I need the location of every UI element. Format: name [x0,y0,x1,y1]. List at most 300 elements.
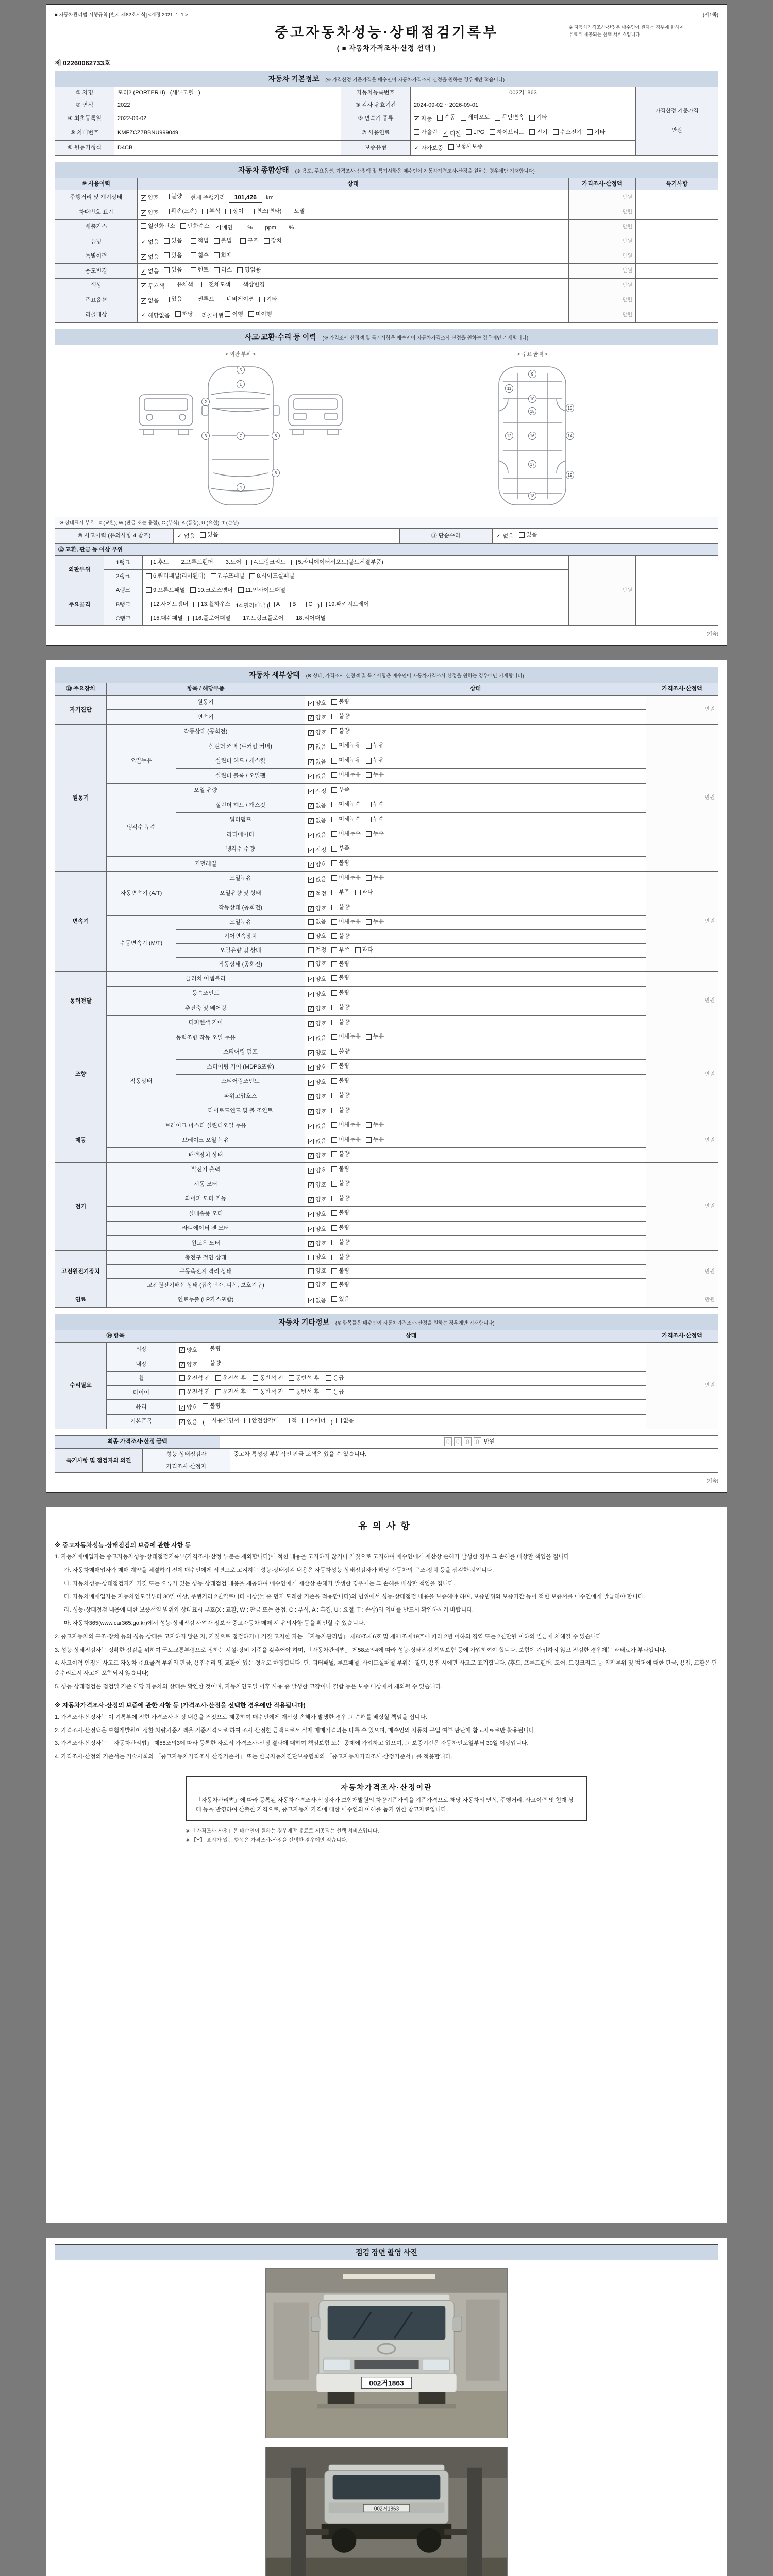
checkbox-있음[interactable] [331,1295,349,1304]
checkbox-box[interactable] [331,1005,337,1010]
checkbox-12.사이드멤버[interactable] [146,600,188,609]
checkbox-17.트렁크플로어[interactable] [236,614,283,623]
checkbox-불량[interactable] [331,1018,349,1027]
checkbox-불량[interactable] [203,1345,221,1353]
checkbox-양호[interactable] [308,1267,326,1276]
checkbox-box[interactable]: ✓ [309,1226,313,1232]
checkbox-C[interactable] [301,600,312,609]
checkbox-없음[interactable] [141,297,159,306]
checkbox-box[interactable] [180,223,186,229]
checkbox-미세누유[interactable] [331,918,361,926]
checkbox-box[interactable] [331,787,337,793]
checkbox-box[interactable] [331,990,337,996]
checkbox-box[interactable] [331,905,337,910]
checkbox-box[interactable] [146,587,152,593]
checkbox-box[interactable] [519,532,525,538]
checkbox-없음[interactable] [496,532,514,541]
checkbox-box[interactable] [331,919,337,925]
checkbox-불량[interactable] [331,1165,349,1174]
checkbox-box[interactable] [179,1389,185,1395]
checkbox-응급[interactable] [326,1388,344,1397]
checkbox-box[interactable] [355,890,361,895]
checkbox-box[interactable] [331,846,337,852]
checkbox-box[interactable] [331,1020,337,1025]
checkbox-누유[interactable] [366,771,384,779]
checkbox-미세누수[interactable] [331,829,361,838]
checkbox-8.사이드실패널[interactable] [249,572,294,581]
checkbox-영업용[interactable] [237,266,261,275]
checkbox-box[interactable] [190,587,196,593]
checkbox-10.크로스멤버[interactable] [190,586,232,595]
checkbox-양호[interactable] [308,1020,326,1028]
checkbox-양호[interactable] [308,1225,326,1234]
checkbox-box[interactable]: ✓ [309,847,313,853]
checkbox-적정[interactable] [308,846,326,855]
checkbox-없음[interactable] [308,1122,326,1131]
checkbox-있음[interactable] [200,531,218,539]
checkbox-과다[interactable] [355,946,373,955]
checkbox-세미오토[interactable] [461,113,490,122]
checkbox-box[interactable] [164,194,170,199]
checkbox-없음[interactable] [308,875,326,884]
checkbox-box[interactable] [331,1063,337,1069]
checkbox-불법[interactable] [214,236,232,245]
checkbox-box[interactable]: ✓ [309,803,313,809]
checkbox-box[interactable] [331,875,337,881]
checkbox-4.트렁크리드[interactable] [246,558,285,567]
checkbox-box[interactable] [366,743,372,749]
checkbox-있음[interactable] [179,1418,197,1427]
checkbox-부족[interactable] [331,786,349,794]
checkbox-불량[interactable] [203,1402,221,1411]
checkbox-구조[interactable] [240,236,258,245]
checkbox-box[interactable] [366,817,372,822]
checkbox-적정[interactable] [308,890,326,899]
checkbox-양호[interactable] [179,1361,197,1369]
checkbox-A[interactable] [269,600,280,609]
checkbox-없음[interactable] [177,532,195,541]
checkbox-일산화탄소[interactable] [141,222,175,231]
checkbox-box[interactable] [191,252,196,258]
checkbox-box[interactable] [366,875,372,881]
checkbox-상이[interactable] [225,207,243,216]
checkbox-box[interactable] [308,933,314,939]
checkbox-box[interactable] [331,1240,337,1245]
checkbox-box[interactable] [146,602,152,607]
checkbox-유채색[interactable] [170,281,193,290]
checkbox-box[interactable] [253,1375,258,1381]
checkbox-불량[interactable] [331,1077,349,1086]
checkbox-box[interactable] [308,1268,314,1274]
checkbox-box[interactable]: ✓ [309,759,313,765]
checkbox-box[interactable] [331,975,337,981]
checkbox-불량[interactable] [331,1003,349,1012]
checkbox-없음[interactable] [308,1297,326,1306]
checkbox-불량[interactable] [331,1253,349,1262]
checkbox-미세누유[interactable] [331,1121,361,1129]
checkbox-box[interactable]: ✓ [309,891,313,897]
checkbox-수소전기[interactable] [553,128,582,137]
checkbox-불량[interactable] [331,932,349,941]
checkbox-box[interactable] [331,1296,337,1302]
checkbox-불량[interactable] [331,1209,349,1217]
checkbox-box[interactable] [174,560,179,565]
checkbox-box[interactable]: ✓ [309,1298,313,1304]
checkbox-미세누유[interactable] [331,1032,361,1041]
checkbox-동반석 전[interactable] [253,1374,283,1383]
checkbox-box[interactable]: ✓ [141,239,146,245]
checkbox-불량[interactable] [331,1062,349,1071]
checkbox-불량[interactable] [164,192,182,201]
checkbox-리스[interactable] [214,266,232,275]
checkbox-양호[interactable] [308,1049,326,1058]
checkbox-양호[interactable] [308,1151,326,1160]
checkbox-양호[interactable] [308,905,326,913]
checkbox-box[interactable]: ✓ [309,1065,313,1071]
checkbox-box[interactable] [355,947,361,953]
checkbox-훼손(오손)[interactable] [164,207,197,216]
checkbox-렌트[interactable] [191,266,209,275]
checkbox-적정[interactable] [308,946,326,955]
checkbox-box[interactable]: ✓ [141,283,146,290]
checkbox-있음[interactable] [164,266,182,275]
checkbox-box[interactable] [264,238,270,244]
checkbox-box[interactable] [331,758,337,764]
checkbox-box[interactable]: ✓ [414,116,419,122]
checkbox-box[interactable]: ✓ [309,700,313,706]
checkbox-불량[interactable] [331,974,349,982]
checkbox-box[interactable]: ✓ [309,1050,313,1056]
checkbox-도말[interactable] [287,207,305,216]
checkbox-없음[interactable] [308,758,326,767]
checkbox-box[interactable] [366,831,372,837]
checkbox-box[interactable]: ✓ [309,833,313,838]
checkbox-box[interactable] [331,1108,337,1113]
checkbox-box[interactable] [146,573,152,579]
checkbox-box[interactable] [215,1389,221,1395]
checkbox-자동[interactable] [414,115,432,124]
checkbox-box[interactable]: ✓ [309,1241,313,1247]
checkbox-운전석 전[interactable] [179,1388,210,1397]
checkbox-box[interactable] [289,1375,294,1381]
checkbox-box[interactable]: ✓ [309,1079,313,1086]
checkbox-box[interactable] [308,947,314,953]
checkbox-16.플로어패널[interactable] [188,614,230,623]
checkbox-box[interactable] [331,1268,337,1274]
checkbox-box[interactable] [201,282,207,287]
checkbox-누유[interactable] [366,1032,384,1041]
checkbox-box[interactable]: ✓ [309,1036,313,1041]
checkbox-불량[interactable] [331,859,349,868]
checkbox-미세누수[interactable] [331,800,361,809]
checkbox-box[interactable] [179,1375,185,1381]
checkbox-양호[interactable] [308,1093,326,1101]
checkbox-box[interactable] [188,616,194,621]
checkbox-box[interactable] [146,560,152,565]
checkbox-전기[interactable] [529,128,547,137]
checkbox-box[interactable] [219,560,224,565]
checkbox-누유[interactable] [366,918,384,926]
checkbox-box[interactable] [308,1255,314,1260]
checkbox-13.휠하우스[interactable] [193,600,230,609]
checkbox-양호[interactable] [308,1281,326,1290]
checkbox-무채색[interactable] [141,282,164,291]
checkbox-기타[interactable] [529,113,547,122]
checkbox-19.패키지트레이[interactable] [321,600,369,609]
checkbox-box[interactable] [331,1225,337,1231]
checkbox-box[interactable] [366,772,372,778]
checkbox-box[interactable] [215,1375,221,1381]
checkbox-양호[interactable] [308,1210,326,1219]
checkbox-불량[interactable] [331,1150,349,1159]
checkbox-box[interactable] [331,714,337,719]
checkbox-불량[interactable] [331,1106,349,1115]
checkbox-box[interactable] [366,1137,372,1143]
checkbox-box[interactable] [331,817,337,822]
checkbox-운전석 후[interactable] [215,1388,246,1397]
checkbox-box[interactable]: ✓ [141,254,146,260]
checkbox-B[interactable] [285,600,296,609]
checkbox-양호[interactable] [308,975,326,984]
checkbox-누유[interactable] [366,756,384,765]
checkbox-네비게이션[interactable] [220,295,254,304]
checkbox-box[interactable] [164,252,170,258]
checkbox-box[interactable] [466,129,472,135]
checkbox-box[interactable] [244,1418,250,1423]
checkbox-누수[interactable] [366,800,384,809]
checkbox-box[interactable] [259,297,265,302]
checkbox-box[interactable] [331,1166,337,1172]
checkbox-없음[interactable] [336,1417,354,1426]
checkbox-box[interactable] [331,743,337,749]
checkbox-box[interactable] [284,1418,290,1423]
checkbox-box[interactable]: ✓ [443,131,448,137]
checkbox-양호[interactable] [308,728,326,737]
checkbox-box[interactable] [285,602,291,607]
checkbox-양호[interactable] [308,932,326,941]
checkbox-누수[interactable] [366,815,384,824]
checkbox-부족[interactable] [331,844,349,853]
checkbox-양호[interactable] [308,699,326,708]
checkbox-사용설명서[interactable] [205,1417,239,1426]
checkbox-양호[interactable] [308,1253,326,1262]
checkbox-침수[interactable] [191,251,209,260]
checkbox-box[interactable] [193,602,199,607]
checkbox-동반석 후[interactable] [289,1388,320,1397]
checkbox-응급[interactable] [326,1374,344,1383]
checkbox-box[interactable]: ✓ [141,210,146,216]
checkbox-box[interactable] [331,1137,337,1143]
checkbox-3.도어[interactable] [219,558,241,567]
checkbox-누유[interactable] [366,741,384,750]
checkbox-box[interactable] [200,532,206,538]
checkbox-box[interactable]: ✓ [141,313,146,319]
checkbox-box[interactable]: ✓ [309,991,313,997]
checkbox-없음[interactable] [141,253,159,262]
checkbox-미세누유[interactable] [331,1136,361,1144]
checkbox-해당없음[interactable] [141,312,170,320]
checkbox-불량[interactable] [331,727,349,736]
checkbox-box[interactable]: ✓ [309,818,313,824]
checkbox-box[interactable]: ✓ [309,1153,313,1159]
checkbox-box[interactable] [302,1418,308,1423]
checkbox-box[interactable] [211,573,216,579]
checkbox-box[interactable]: ✓ [309,1124,313,1129]
checkbox-box[interactable]: ✓ [309,1021,313,1027]
checkbox-누유[interactable] [366,874,384,883]
checkbox-box[interactable] [203,1418,210,1426]
checkbox-box[interactable]: ✓ [177,533,182,539]
checkbox-장치[interactable] [264,236,282,245]
checkbox-미이행[interactable] [248,310,272,319]
checkbox-양호[interactable] [308,860,326,869]
checkbox-box[interactable] [461,115,466,121]
checkbox-이행[interactable] [225,310,243,319]
checkbox-있음[interactable] [519,531,537,539]
checkbox-box[interactable]: ✓ [180,1419,184,1426]
checkbox-탄화수소[interactable] [180,222,210,231]
checkbox-불량[interactable] [331,712,349,721]
checkbox-box[interactable] [191,238,196,244]
checkbox-부족[interactable] [331,888,349,897]
checkbox-box[interactable]: ✓ [141,195,146,201]
checkbox-box[interactable] [587,129,593,135]
checkbox-box[interactable] [287,209,292,214]
checkbox-box[interactable]: ✓ [309,1197,313,1203]
checkbox-양호[interactable] [308,1108,326,1116]
checkbox-미세누유[interactable] [331,756,361,765]
checkbox-box[interactable] [331,802,337,807]
checkbox-양호[interactable] [308,960,326,969]
checkbox-기타[interactable] [259,295,277,304]
checkbox-보험사보증[interactable] [448,143,483,151]
checkbox-하이브리드[interactable] [490,128,524,137]
checkbox-무단변속[interactable] [495,113,524,122]
checkbox-box[interactable] [331,933,337,939]
checkbox-불량[interactable] [331,1091,349,1100]
checkbox-box[interactable] [225,209,231,214]
checkbox-양호[interactable] [308,1240,326,1248]
checkbox-box[interactable] [214,267,220,273]
checkbox-미세누유[interactable] [331,874,361,883]
checkbox-box[interactable] [170,282,175,287]
checkbox-미세누수[interactable] [331,815,361,824]
checkbox-불량[interactable] [331,1267,349,1276]
checkbox-box[interactable]: ✓ [309,730,313,736]
checkbox-box[interactable] [308,1282,314,1288]
checkbox-box[interactable] [495,115,500,121]
checkbox-box[interactable] [146,616,152,621]
checkbox-양호[interactable] [141,209,159,217]
checkbox-box[interactable] [269,602,275,607]
checkbox-미세누유[interactable] [331,741,361,750]
checkbox-양호[interactable] [308,1005,326,1013]
checkbox-누유[interactable] [366,1121,384,1129]
checkbox-2.프론트휀더[interactable] [174,558,213,567]
checkbox-box[interactable]: ✓ [309,1006,313,1012]
checkbox-양호[interactable] [141,194,159,202]
checkbox-box[interactable]: ✓ [309,1167,313,1174]
checkbox-box[interactable] [237,267,243,273]
checkbox-불량[interactable] [331,1281,349,1290]
checkbox-box[interactable] [203,1403,208,1409]
checkbox-없음[interactable] [308,802,326,810]
checkbox-양호[interactable] [308,1078,326,1087]
checkbox-box[interactable] [214,252,220,258]
checkbox-box[interactable]: ✓ [309,1109,313,1115]
checkbox-불량[interactable] [331,989,349,997]
checkbox-없음[interactable] [141,267,159,276]
checkbox-box[interactable] [246,560,252,565]
checkbox-box[interactable] [191,297,196,302]
checkbox-해당[interactable] [175,310,193,319]
checkbox-box[interactable] [202,209,208,214]
checkbox-box[interactable] [331,1122,337,1128]
checkbox-box[interactable] [490,129,495,135]
checkbox-불량[interactable] [331,1238,349,1247]
checkbox-box[interactable] [141,223,146,229]
checkbox-box[interactable]: ✓ [309,876,313,883]
checkbox-box[interactable]: ✓ [309,774,313,779]
checkbox-box[interactable]: ✓ [180,1404,184,1411]
checkbox-box[interactable]: ✓ [309,1138,313,1144]
checkbox-미세누유[interactable] [331,771,361,779]
checkbox-없음[interactable] [308,831,326,840]
checkbox-box[interactable] [331,728,337,734]
checkbox-box[interactable] [253,1389,258,1395]
checkbox-box[interactable] [249,209,255,214]
checkbox-box[interactable] [414,129,419,135]
checkbox-box[interactable] [236,282,241,287]
checkbox-box[interactable] [249,573,255,579]
checkbox-양호[interactable] [308,1063,326,1072]
checkbox-box[interactable]: ✓ [141,268,146,275]
checkbox-box[interactable] [553,129,559,135]
checkbox-자가보증[interactable] [414,144,443,153]
checkbox-box[interactable]: ✓ [496,533,501,539]
checkbox-1.후드[interactable] [146,558,169,567]
checkbox-box[interactable]: ✓ [414,145,419,151]
checkbox-box[interactable] [331,1196,337,1201]
checkbox-양호[interactable] [179,1403,197,1412]
checkbox-box[interactable]: ✓ [309,1212,313,1217]
checkbox-box[interactable] [326,1389,331,1395]
checkbox-썬루프[interactable] [191,295,214,304]
checkbox-box[interactable] [366,758,372,764]
checkbox-box[interactable] [529,115,535,121]
checkbox-box[interactable] [366,919,372,925]
checkbox-box[interactable] [164,267,170,273]
checkbox-누유[interactable] [366,1136,384,1144]
checkbox-box[interactable] [164,209,170,214]
checkbox-9.프론트패널[interactable] [146,586,185,595]
checkbox-box[interactable]: ✓ [309,977,313,982]
checkbox-부족[interactable] [331,946,349,955]
checkbox-box[interactable] [331,1049,337,1055]
checkbox-동반석 후[interactable] [289,1374,320,1383]
checkbox-box[interactable]: ✓ [309,906,313,912]
checkbox-box[interactable] [366,802,372,807]
checkbox-없음[interactable] [141,238,159,247]
checkbox-box[interactable] [331,1210,337,1216]
checkbox-없음[interactable] [308,772,326,781]
checkbox-box[interactable] [238,587,244,593]
checkbox-불량[interactable] [331,960,349,969]
checkbox-불량[interactable] [203,1359,221,1368]
checkbox-수동[interactable] [437,113,455,122]
checkbox-불량[interactable] [331,698,349,706]
checkbox-box[interactable] [289,1389,294,1395]
